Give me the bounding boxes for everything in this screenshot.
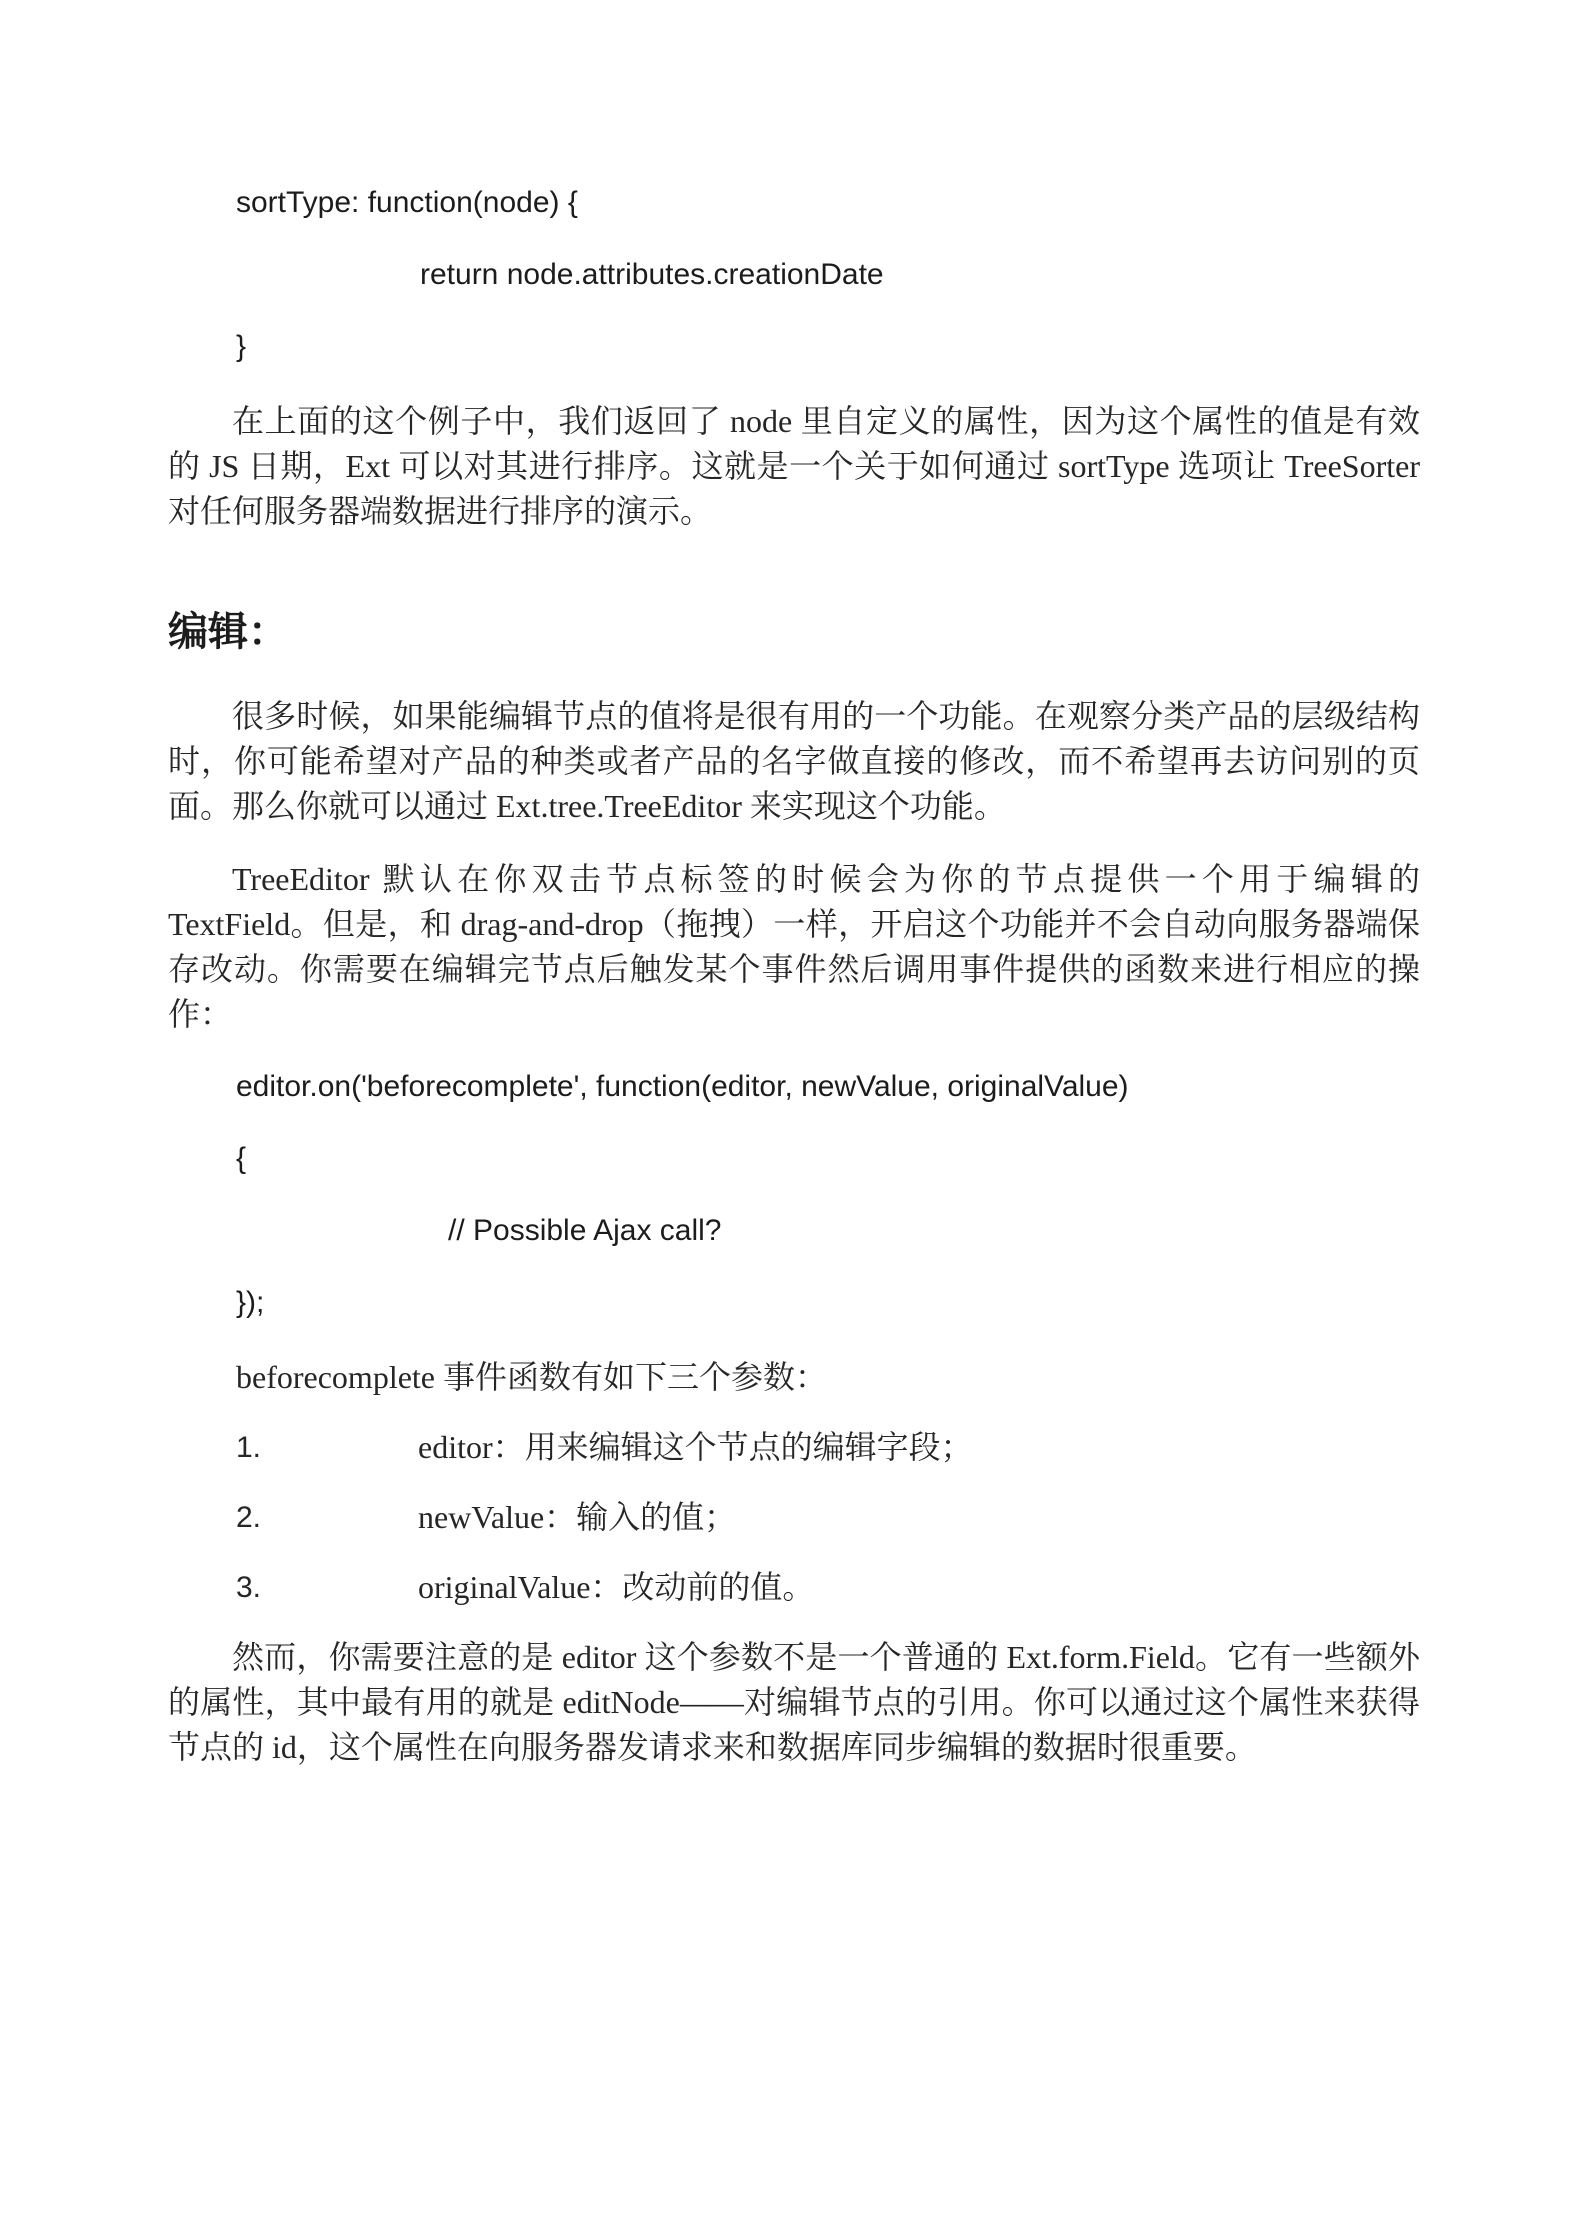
paragraph-sorttype-explanation: 在上面的这个例子中，我们返回了 node 里自定义的属性，因为这个属性的值是有效的 JS 日期，Ext 可以对其进行排序。这就是一个关于如何通过 sortType 选项让 TreeSorter 对任何服务器端数据进行排序的演示。 [168,403,1420,529]
list-item-number: 3. [236,1571,262,1604]
code-line-ajax-comment: // Possible Ajax call? [448,1214,722,1247]
code-block-editor-on [168,1067,1420,1323]
list-item-text: originalValue：改动前的值。 [418,1569,815,1605]
code-line-editor-on: editor.on('beforecomplete', function(editor, newValue, originalValue) [236,1070,1129,1103]
param-list [168,1425,1420,1610]
paragraph-edit-intro: 很多时候，如果能编辑节点的值将是很有用的一个功能。在观察分类产品的层级结构时，你可能希望对产品的种类或者产品的名字做直接的修改，而不希望再去访问别的页面。那么你就可以通过 Ext.tree.TreeEditor 来实现这个功能。 [168,698,1420,824]
list-item-number: 2. [236,1501,262,1534]
code-line-open-brace: { [236,1142,247,1175]
list-item-editor [168,1425,1420,1470]
paragraph-params-intro: beforecomplete 事件函数有如下三个参数： [236,1359,828,1395]
paragraph-editnode-note: 然而，你需要注意的是 editor 这个参数不是一个普通的 Ext.form.Field。它有一些额外的属性，其中最有用的就是 editNode——对编辑节点的引用。你可以通过这个属性来获得节点的 id，这个属性在向服务器发请求来和数据库同步编辑的数据时很重要。 [168,1639,1420,1765]
list-item-originalvalue [168,1565,1420,1610]
section-heading-edit: 编辑： [168,609,288,654]
list-item-text: editor：用来编辑这个节点的编辑字段； [418,1429,973,1465]
list-item-number: 1. [236,1431,262,1464]
code-block-sorttype [168,183,1420,367]
list-item-newvalue [168,1495,1420,1540]
code-line-return-statement: return node.attributes.creationDate [420,258,884,291]
code-line-sorttype-close: } [236,330,247,363]
paragraph-treeeditor-description: TreeEditor 默认在你双击节点标签的时候会为你的节点提供一个用于编辑的 TextField。但是，和 drag-and-drop（拖拽）一样，开启这个功能并不会自动向服务器端保存改动。你需要在编辑完节点后触发某个事件然后调用事件提供的函数来进行相应的操作： [168,861,1420,1032]
list-item-text: newValue：输入的值； [418,1499,737,1535]
code-line-sorttype-open: sortType: function(node) { [236,186,578,219]
code-line-close-brace: }); [236,1286,265,1319]
